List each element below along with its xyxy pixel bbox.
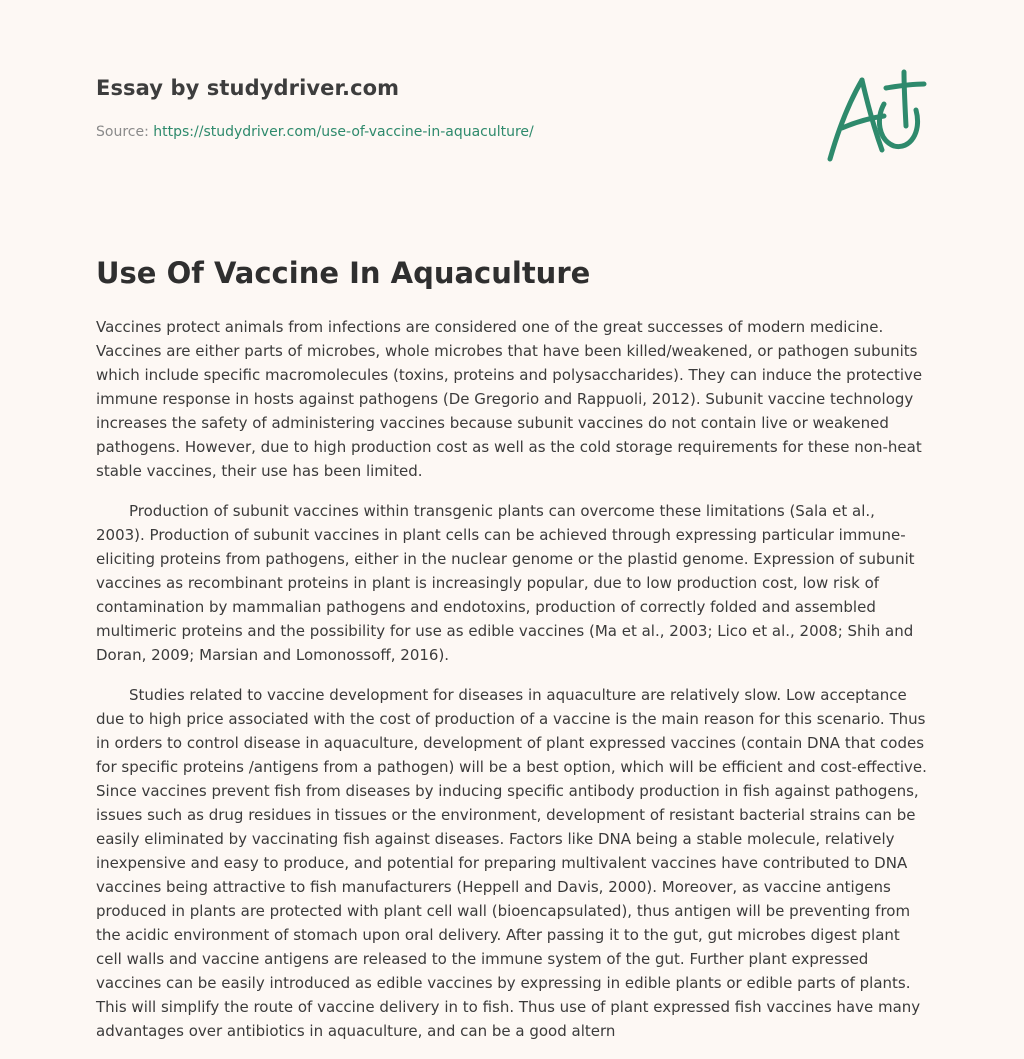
essay-paragraph: Production of subunit vaccines within transgenic plants can overcome these limitations (Sala et al., 2003). Production of subunit vaccines in plant cells can be achieved through expressing particular immune-eliciting proteins from pathogens, either in the nuclear genome or the plastid genome. Expression of subunit vaccines as recombinant proteins in plant is increasingly popular, due to low production cost, low risk of contamination by mammalian pathogens and endotoxins, production of correctly folded and assembled multimeric proteins and the possibility for use as edible vaccines (Ma et al., 2003; Lico et al., 2008; Shih and Doran, 2009; Marsian and Lomonossoff, 2016). — [96, 502, 915, 664]
a-plus-grade-icon — [818, 66, 928, 166]
source-link[interactable]: https://studydriver.com/use-of-vaccine-in-aquaculture/ — [153, 124, 534, 140]
essay-title: Use Of Vaccine In Aquaculture — [96, 256, 591, 290]
essay-paragraph: Studies related to vaccine development for diseases in aquaculture are relatively slow. Low acceptance due to high price associated with the cost of production of a vaccine is the main reason for this scenario. Thus in orders to control disease in aquaculture, development of plant expressed vaccines (contain DNA that codes for specific proteins /antigens from a pathogen) will be a best option, which will be efficient and cost-effective. Since vaccines prevent fish from diseases by inducing specific antibody production in fish against pathogens, issues such as drug residues in tissues or the environment, development of resistant bacterial strains can be easily eliminated by vaccinating fish against diseases. Factors like DNA being a stable molecule, relatively inexpensive and easy to produce, and potential for preparing multivalent vaccines have contributed to DNA vaccines being attractive to fish manufacturers (Heppell and Davis, 2000). Moreover, as vaccine antigens produced in plants are protected with plant cell wall (bioencapsulated), thus antigen will be preventing from the acidic environment of stomach upon oral delivery. After passing it to the gut, gut microbes digest plant cell walls and vaccine antigens are released to the immune system of the gut. Further plant expressed vaccines can be easily introduced as edible vaccines by expressing in edible plants or edible parts of plants. This will simplify the route of vaccine delivery in to fish. Thus use of plant expressed fish vaccines have many advantages over antibiotics in aquaculture, and can be a good altern — [96, 686, 927, 1040]
essay-paragraph: Vaccines protect animals from infections are considered one of the great successes of modern medicine. Vaccines are either parts of microbes, whole microbes that have been killed/weakened, or pathogen subunits which include specific macromolecules (toxins, proteins and polysaccharides). They can induce the protective immune response in hosts against pathogens (De Gregorio and Rappuoli, 2012). Subunit vaccine technology increases the safety of administering vaccines because subunit vaccines do not contain live or weakened pathogens. However, due to high production cost as well as the cold storage requirements for these non-heat stable vaccines, their use has been limited. — [96, 318, 923, 480]
essay-body — [96, 315, 928, 1059]
source-line — [96, 124, 534, 140]
source-label: Source: — [96, 124, 154, 140]
site-brand: Essay by studydriver.com — [96, 76, 400, 100]
